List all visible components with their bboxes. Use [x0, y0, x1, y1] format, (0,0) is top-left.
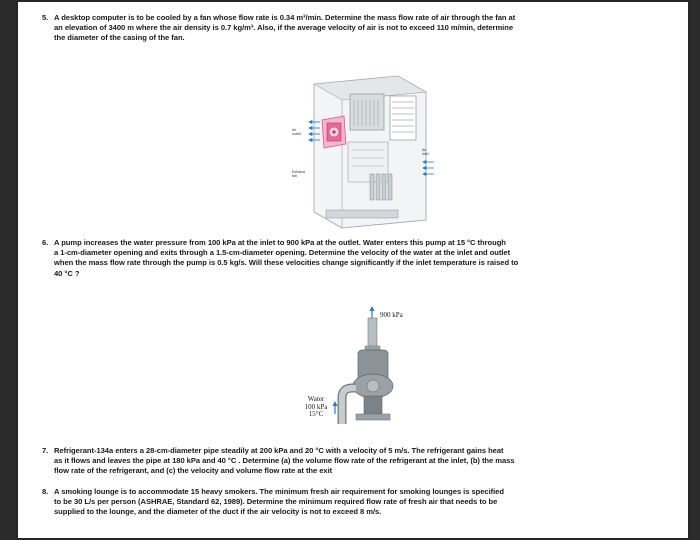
inlet-conditions-label: Water 100 kPa 15°C	[304, 395, 328, 419]
computer-illustration	[286, 70, 436, 230]
problem-line: flow rate of the refrigerant, and (c) the velocity and volume flow rate at the exit	[54, 466, 333, 476]
problem-line: as it flows and leaves the pipe at 180 kPa and 40 °C . Determine (a) the volume flow rate of the refrigerant at the inlet, (b) the mass	[54, 456, 515, 466]
problem-line: a 1-cm-diameter opening and exits through a 1.5-cm-diameter opening. Determine the velocity of the water at the inlet and outlet	[54, 248, 511, 258]
exhaust-fan-label: Exhaust fan	[292, 170, 305, 178]
problem-6	[42, 238, 664, 279]
problem-5	[42, 13, 664, 44]
air-outlet-label: Air outlet	[292, 128, 301, 136]
problem-line: to be 30 L/s per person (ASHRAE, Standard 62, 1989). Determine the minimum required flow rate of fresh air that needs to be	[54, 497, 498, 507]
problem-line: the diameter of the casing of the fan.	[54, 33, 185, 43]
outlet-pressure-label: 900 kPa	[380, 311, 403, 319]
computer-figure	[286, 70, 436, 230]
problem-7	[42, 446, 664, 477]
inlet-arrow-icon	[333, 401, 338, 414]
pump-figure	[286, 306, 426, 438]
problem-line: A desktop computer is to be cooled by a fan whose flow rate is 0.34 m³/min. Determine the mass flow rate of air through the fan at	[54, 13, 516, 22]
problem-line: A smoking lounge is to accommodate 15 heavy smokers. The minimum fresh air requirement for smoking lounges is specified	[54, 487, 504, 496]
problem-number: 8.	[42, 487, 49, 496]
problem-line: Refrigerant-134a enters a 28-cm-diameter pipe steadily at 200 kPa and 20 °C with a velocity of 5 m/s. The refrigerant gains heat	[54, 446, 504, 455]
problem-line: A pump increases the water pressure from 100 kPa at the inlet to 900 kPa at the outlet. Water enters this pump at 15 °C through	[54, 238, 506, 247]
problem-line: 40 °C ?	[54, 268, 80, 278]
problem-number: 6.	[42, 238, 49, 247]
problem-line: an elevation of 3400 m where the air density is 0.7 kg/m³. Also, if the average velocity of air is not to exceed 110 m/min, determine	[54, 23, 513, 33]
document-page	[18, 2, 688, 538]
air-inlet-label: Air inlet	[422, 148, 429, 156]
problem-number: 5.	[42, 13, 49, 22]
problem-line: supplied to the lounge, and the diameter of the duct if the air velocity is not to exceed 8 m/s.	[54, 507, 382, 517]
problem-number: 7.	[42, 446, 49, 455]
air-inlet-arrows-icon	[423, 161, 434, 176]
exhaust-fan-icon	[322, 116, 346, 148]
problem-8	[42, 487, 664, 518]
problem-line: when the mass flow rate through the pump is 0.5 kg/s. Will these velocities change significantly if the inlet temperature is raised to	[54, 258, 519, 268]
